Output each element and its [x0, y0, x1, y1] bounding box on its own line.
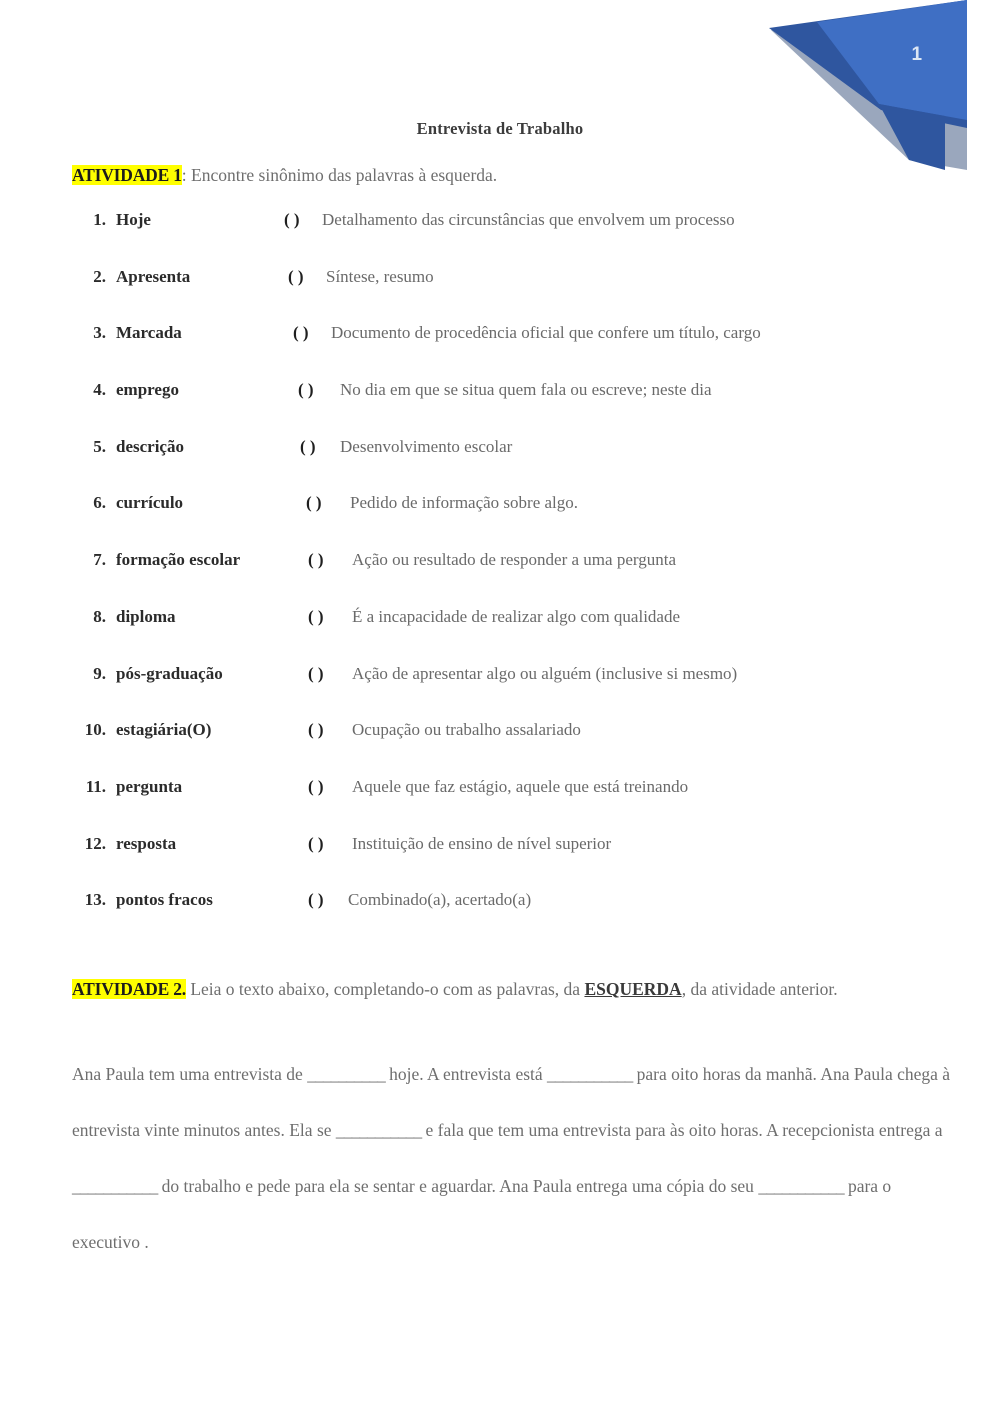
- item-number: 10.: [84, 720, 106, 740]
- matching-exercise-list: [0, 210, 1000, 947]
- activity-2-instruction-before: Leia o texto abaixo, completando-o com as palavras, da: [185, 979, 585, 999]
- item-definition: Desenvolvimento escolar: [340, 436, 513, 456]
- item-number: 3.: [93, 323, 106, 343]
- item-term: formação escolar: [116, 550, 241, 570]
- item-answer-parentheses[interactable]: ( ): [300, 436, 316, 456]
- item-answer-parentheses[interactable]: ( ): [308, 606, 324, 626]
- list-item: [0, 267, 1000, 324]
- paragraph-segment: para oito horas da manhã. Ana Paula chega à entrevista vinte minutos antes. Ela se: [72, 1064, 951, 1140]
- answer-blank-2[interactable]: ___________: [547, 1064, 633, 1084]
- item-term: Apresenta: [116, 266, 191, 286]
- item-term: descrição: [116, 436, 184, 456]
- item-answer-parentheses[interactable]: ( ): [308, 720, 324, 740]
- answer-blank-3[interactable]: ___________: [335, 1120, 422, 1140]
- list-item: [0, 834, 1000, 891]
- item-term: emprego: [116, 380, 179, 400]
- activity-1-instruction: : Encontre sinônimo das palavras à esquerda.: [181, 165, 498, 185]
- activity-2-instruction-after: , da atividade anterior.: [681, 979, 838, 999]
- item-term: resposta: [116, 833, 177, 853]
- answer-blank-5[interactable]: ___________: [758, 1176, 844, 1196]
- item-definition: Combinado(a), acertado(a): [348, 890, 532, 910]
- paragraph-segment: do trabalho e pede para ela se sentar e aguardar. Ana Paula entrega uma cópia do seu: [157, 1176, 759, 1196]
- item-number: 1.: [93, 210, 106, 229]
- item-definition: No dia em que se situa quem fala ou escreve; neste dia: [340, 380, 712, 400]
- list-item: [0, 777, 1000, 834]
- list-item: [0, 664, 1000, 721]
- activity-2-label: ATIVIDADE 2.: [72, 979, 186, 999]
- activity-1-heading: [72, 165, 497, 186]
- activity-2-heading: [72, 979, 838, 1000]
- list-item: [0, 210, 1000, 267]
- item-definition: Detalhamento das circunstâncias que envolvem um processo: [322, 210, 735, 229]
- list-item: [0, 550, 1000, 607]
- list-item: [0, 380, 1000, 437]
- answer-blank-4[interactable]: ___________: [72, 1176, 158, 1196]
- item-number: 5.: [93, 436, 106, 456]
- fill-in-the-blank-paragraph: [72, 1046, 952, 1270]
- item-term: diploma: [116, 606, 176, 626]
- item-number: 4.: [93, 380, 106, 400]
- item-answer-parentheses[interactable]: ( ): [293, 323, 309, 343]
- answer-blank-1[interactable]: __________: [307, 1064, 385, 1084]
- item-number: 7.: [93, 550, 106, 570]
- item-answer-parentheses[interactable]: ( ): [308, 890, 324, 910]
- activity-2-emphasis: ESQUERDA: [584, 979, 682, 999]
- item-definition: É a incapacidade de realizar algo com qualidade: [352, 606, 681, 626]
- item-definition: Ação ou resultado de responder a uma pergunta: [352, 550, 676, 570]
- list-item: [0, 890, 1000, 947]
- item-number: 9.: [93, 663, 106, 683]
- item-definition: Ação de apresentar algo ou alguém (inclusive si mesmo): [352, 663, 738, 683]
- item-answer-parentheses[interactable]: ( ): [308, 776, 324, 796]
- list-item: [0, 607, 1000, 664]
- item-definition: Instituição de ensino de nível superior: [352, 833, 612, 853]
- item-answer-parentheses[interactable]: ( ): [308, 833, 324, 853]
- paragraph-segment: hoje. A entrevista está: [384, 1064, 548, 1084]
- item-definition: Documento de procedência oficial que confere um título, cargo: [331, 323, 761, 343]
- page-title: Entrevista de Trabalho: [416, 119, 584, 138]
- page-number: 1: [911, 44, 923, 65]
- item-definition: Pedido de informação sobre algo.: [350, 493, 579, 513]
- item-definition: Aquele que faz estágio, aquele que está treinando: [352, 776, 689, 796]
- item-term: Hoje: [116, 210, 151, 229]
- item-term: estagiária(O): [116, 720, 212, 740]
- item-answer-parentheses[interactable]: ( ): [308, 663, 324, 683]
- item-number: 11.: [85, 776, 106, 796]
- item-number: 13.: [84, 890, 106, 910]
- paragraph-segment: Ana Paula tem uma entrevista de: [72, 1064, 308, 1084]
- page-corner-banner-graphic: [759, 0, 967, 170]
- item-definition: Ocupação ou trabalho assalariado: [352, 720, 581, 740]
- item-number: 8.: [93, 606, 106, 626]
- item-term: pontos fracos: [116, 890, 213, 910]
- item-definition: Síntese, resumo: [326, 266, 434, 286]
- list-item: [0, 720, 1000, 777]
- item-answer-parentheses[interactable]: ( ): [308, 550, 324, 570]
- paragraph-segment: e fala que tem uma entrevista para às oito horas. A recepcionista entrega a: [421, 1120, 943, 1140]
- item-term: Marcada: [116, 323, 182, 343]
- item-number: 12.: [84, 833, 106, 853]
- item-term: pergunta: [116, 776, 183, 796]
- item-answer-parentheses[interactable]: ( ): [284, 210, 300, 229]
- item-answer-parentheses[interactable]: ( ): [298, 380, 314, 400]
- item-term: pós-graduação: [116, 663, 223, 683]
- item-answer-parentheses[interactable]: ( ): [288, 266, 304, 286]
- list-item: [0, 493, 1000, 550]
- paragraph-segment: para o executivo .: [72, 1176, 892, 1252]
- list-item: [0, 323, 1000, 380]
- item-term: currículo: [116, 493, 184, 513]
- list-item: [0, 437, 1000, 494]
- item-number: 6.: [93, 493, 106, 513]
- activity-1-label: ATIVIDADE 1: [72, 165, 182, 185]
- item-number: 2.: [93, 266, 106, 286]
- item-answer-parentheses[interactable]: ( ): [306, 493, 322, 513]
